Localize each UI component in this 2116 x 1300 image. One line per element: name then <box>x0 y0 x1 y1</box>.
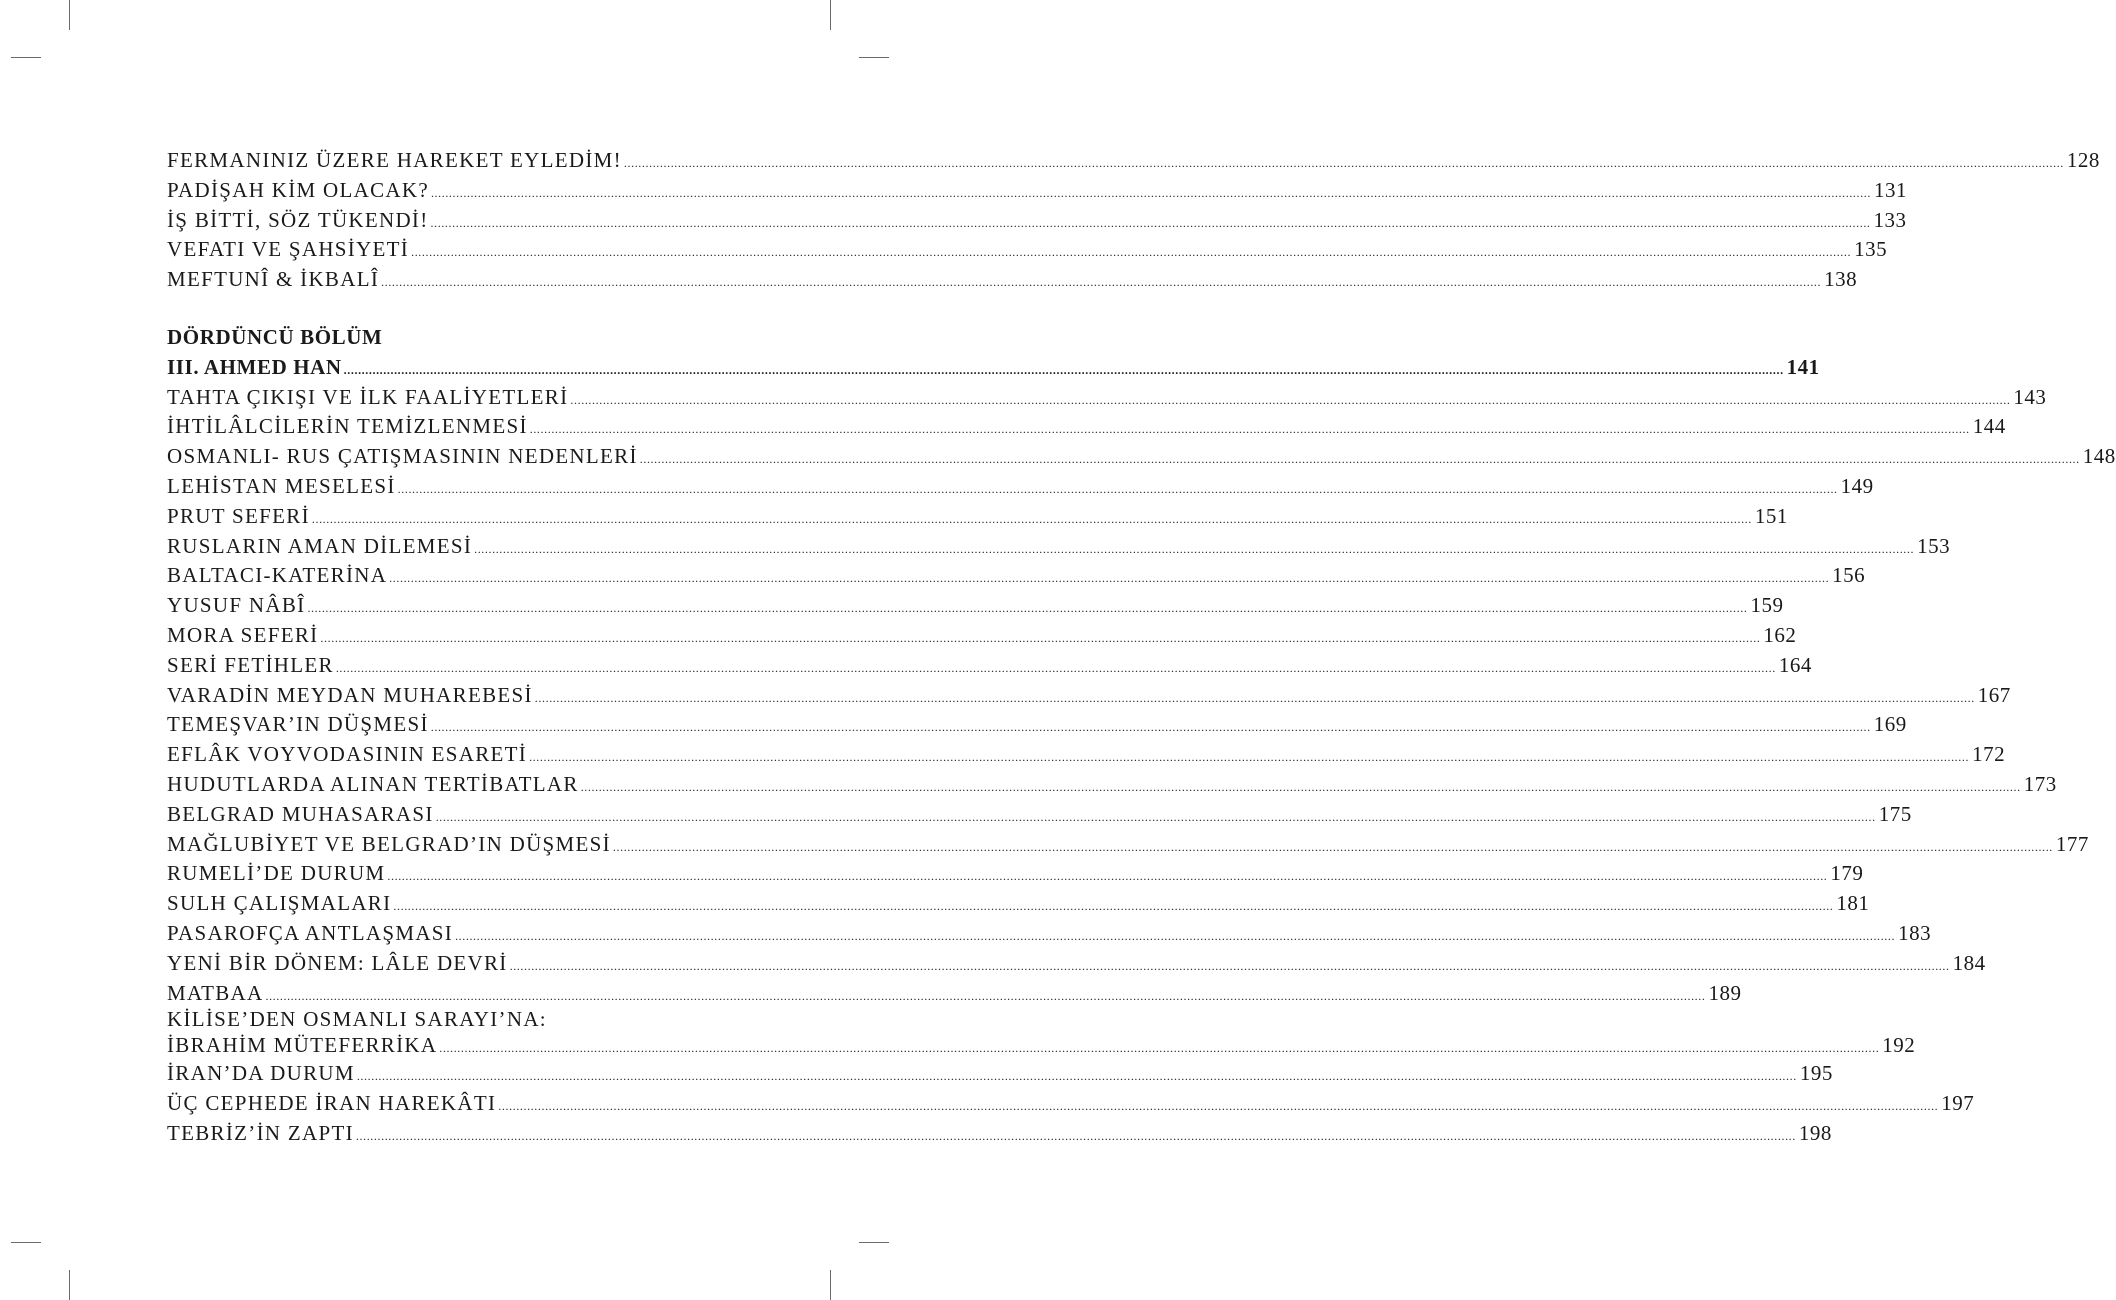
toc-entry-title: İŞ BİTTİ, SÖZ TÜKENDİ! <box>167 207 429 232</box>
toc-entry-page: 143 <box>2013 384 2047 409</box>
toc-entry-title: LEHİSTAN MESELESİ <box>167 473 396 498</box>
toc-entry-page: 149 <box>1840 473 1874 498</box>
toc-entry <box>167 532 1951 562</box>
toc-entry <box>167 383 2047 413</box>
toc-entry-title: SULH ÇALIŞMALARI <box>167 891 392 916</box>
dot-leader: ................................................................................................................................................................................................................................................................................................................................................................................................................ <box>411 245 1852 260</box>
toc-entry-page: 195 <box>1799 1061 1833 1086</box>
toc-entry-page: 172 <box>1972 742 2006 767</box>
toc-entry-title: RUMELİ’DE DURUM <box>167 861 386 886</box>
toc-entry-title: BALTACI-KATERİNA <box>167 563 388 588</box>
toc-entry <box>167 800 1912 830</box>
toc-entry-page: 128 <box>2066 148 2100 172</box>
toc-entry-title: PRUT SEFERİ <box>167 503 310 528</box>
dot-leader: ................................................................................................................................................................................................................................................................................................................................................................................................................ <box>455 928 1896 943</box>
dot-leader: ................................................................................................................................................................................................................................................................................................................................................................................................................ <box>356 1069 1797 1084</box>
dot-leader: ................................................................................................................................................................................................................................................................................................................................................................................................................ <box>381 275 1822 290</box>
toc-entry <box>167 1031 1916 1059</box>
toc-entry-page: 169 <box>1873 712 1907 737</box>
toc-entry-title: İHTİLÂLCİLERİN TEMİZLENMESİ <box>167 414 528 439</box>
toc-entry-title: YENİ BİR DÖNEM: LÂLE DEVRİ <box>167 950 508 975</box>
toc-entry-title: BELGRAD MUHASARASI <box>167 801 434 826</box>
toc-entry-title: İBRAHİM MÜTEFERRİKA <box>167 1033 438 1058</box>
toc-entry-page: 179 <box>1830 861 1864 886</box>
dot-leader: ................................................................................................................................................................................................................................................................................................................................................................................................................ <box>430 720 1871 735</box>
toc-entry-page: 159 <box>1750 593 1784 618</box>
toc-entry <box>167 830 2089 860</box>
dot-leader: ................................................................................................................................................................................................................................................................................................................................................................................................................ <box>389 571 1830 586</box>
toc-entry-title: VARADİN MEYDAN MUHAREBESİ <box>167 682 533 707</box>
toc-entry <box>167 265 1858 295</box>
crop-mark-top-right <box>830 0 831 30</box>
crop-mark-bottom-right <box>830 1270 831 1300</box>
toc-entry-page: 183 <box>1898 920 1932 945</box>
toc-entry-page: 144 <box>1972 414 2006 439</box>
dot-leader: ................................................................................................................................................................................................................................................................................................................................................................................................................ <box>335 660 1776 675</box>
toc-entry-page: 148 <box>2082 444 2116 469</box>
toc-entry-title: İRAN’DA DURUM <box>167 1061 355 1086</box>
dot-leader: ................................................................................................................................................................................................................................................................................................................................................................................................................ <box>307 601 1748 616</box>
toc-entry <box>167 740 2006 770</box>
toc-entry-title: YUSUF NÂBÎ <box>167 593 306 618</box>
dot-leader: ................................................................................................................................................................................................................................................................................................................................................................................................................ <box>498 1099 1939 1114</box>
toc-entry-page: 156 <box>1832 563 1866 588</box>
toc-entry-page: 141 <box>1786 354 1820 379</box>
toc-entry <box>167 561 1866 591</box>
dot-leader: ................................................................................................................................................................................................................................................................................................................................................................................................................ <box>529 750 1970 765</box>
toc-entry-title: III. AHMED HAN <box>167 354 342 379</box>
toc-entry-page: 184 <box>1952 950 1986 975</box>
dot-leader: ................................................................................................................................................................................................................................................................................................................................................................................................................ <box>439 1041 1880 1056</box>
toc-entry-title: RUSLARIN AMAN DİLEMESİ <box>167 533 473 558</box>
toc-entry-title: HUDUTLARDA ALINAN TERTİBATLAR <box>167 771 579 796</box>
crop-mark-top-left <box>69 0 70 30</box>
toc-entry-page: 138 <box>1824 267 1858 292</box>
toc-entry <box>167 1089 1975 1119</box>
toc-entry-title: FERMANINIZ ÜZERE HAREKET EYLEDİM! <box>167 148 622 172</box>
crop-mark-left-top <box>11 57 41 58</box>
toc-entry <box>167 591 1784 621</box>
toc-entry-page: 133 <box>1873 207 1907 232</box>
toc-entry-page: 153 <box>1917 533 1951 558</box>
toc-entry-title: PADİŞAH KİM OLACAK? <box>167 177 429 202</box>
crop-mark-right-top <box>859 57 889 58</box>
toc-entry-title: TEMEŞVAR’IN DÜŞMESİ <box>167 712 429 737</box>
toc-entry <box>167 651 1812 681</box>
toc-entry-title: VEFATI VE ŞAHSİYETİ <box>167 237 410 262</box>
toc-entry-page: 198 <box>1798 1120 1832 1145</box>
toc-entry-page: 175 <box>1878 801 1912 826</box>
dot-leader: ................................................................................................................................................................................................................................................................................................................................................................................................................ <box>570 392 2011 407</box>
toc-entry-page: 162 <box>1763 622 1797 647</box>
toc-entry <box>167 979 1742 1009</box>
section-heading: DÖRDÜNCÜ BÖLÜM <box>167 324 383 349</box>
toc-entry <box>167 710 1907 740</box>
toc-entry-title: PASAROFÇA ANTLAŞMASI <box>167 920 454 945</box>
dot-leader: ................................................................................................................................................................................................................................................................................................................................................................................................................ <box>580 779 2021 794</box>
toc-entry-page: 192 <box>1882 1033 1916 1058</box>
toc-entry <box>167 1059 1833 1089</box>
toc-entry <box>167 859 1864 889</box>
toc-entry-page: 173 <box>2023 771 2057 796</box>
toc-entry-title: MATBAA <box>167 980 264 1005</box>
toc-entry <box>167 889 1870 919</box>
dot-leader: ................................................................................................................................................................................................................................................................................................................................................................................................................ <box>355 1128 1796 1143</box>
dot-leader: ................................................................................................................................................................................................................................................................................................................................................................................................................ <box>265 988 1706 1003</box>
toc-entry <box>167 442 2116 472</box>
toc-entry-page: 177 <box>2055 831 2089 856</box>
toc-entry <box>167 146 2100 176</box>
toc-entry-title: ÜÇ CEPHEDE İRAN HAREKÂTI <box>167 1091 497 1116</box>
toc-entry <box>167 770 2057 800</box>
toc-entry-title-line1: KİLİSE’DEN OSMANLI SARAYI’NA: <box>167 1007 547 1032</box>
toc-entry-title: TEBRİZ’İN ZAPTI <box>167 1120 354 1145</box>
toc-entry-page: 181 <box>1836 891 1870 916</box>
dot-leader: ................................................................................................................................................................................................................................................................................................................................................................................................................ <box>430 215 1871 230</box>
toc-entry <box>167 1119 1832 1149</box>
toc-entry-page: 189 <box>1708 980 1742 1005</box>
dot-leader: ................................................................................................................................................................................................................................................................................................................................................................................................................ <box>529 422 1970 437</box>
crop-mark-left-bottom <box>11 1242 41 1243</box>
dot-leader: ................................................................................................................................................................................................................................................................................................................................................................................................................ <box>343 362 1784 377</box>
toc-entry-title: MAĞLUBİYET VE BELGRAD’IN DÜŞMESİ <box>167 831 611 856</box>
toc-entry <box>167 206 1907 236</box>
dot-leader: ................................................................................................................................................................................................................................................................................................................................................................................................................ <box>393 899 1834 914</box>
toc-entry-title: TAHTA ÇIKIŞI VE İLK FAALİYETLERİ <box>167 384 569 409</box>
toc-entry <box>167 353 1820 383</box>
toc-entry-title: OSMANLI- RUS ÇATIŞMASININ NEDENLERİ <box>167 444 638 469</box>
table-of-contents <box>167 146 2116 1149</box>
toc-entry <box>167 502 1788 532</box>
toc-entry <box>167 681 2011 711</box>
toc-entry-title: MORA SEFERİ <box>167 622 319 647</box>
dot-leader: ................................................................................................................................................................................................................................................................................................................................................................................................................ <box>534 690 1975 705</box>
toc-entry-page: 167 <box>1977 682 2011 707</box>
toc-entry-page: 164 <box>1778 652 1812 677</box>
toc-section <box>167 146 2100 295</box>
dot-leader: ................................................................................................................................................................................................................................................................................................................................................................................................................ <box>474 541 1915 556</box>
toc-entry-page: 197 <box>1941 1091 1975 1116</box>
toc-entry <box>167 621 1797 651</box>
toc-section <box>167 295 2116 1149</box>
toc-entry <box>167 176 1907 206</box>
dot-leader: ................................................................................................................................................................................................................................................................................................................................................................................................................ <box>311 511 1752 526</box>
toc-entry-page: 151 <box>1754 503 1788 528</box>
dot-leader: ................................................................................................................................................................................................................................................................................................................................................................................................................ <box>509 958 1950 973</box>
dot-leader: ................................................................................................................................................................................................................................................................................................................................................................................................................ <box>430 185 1871 200</box>
dot-leader: ................................................................................................................................................................................................................................................................................................................................................................................................................ <box>623 156 2064 170</box>
dot-leader: ................................................................................................................................................................................................................................................................................................................................................................................................................ <box>387 869 1828 884</box>
toc-entry-page: 131 <box>1873 177 1907 202</box>
dot-leader: ................................................................................................................................................................................................................................................................................................................................................................................................................ <box>612 839 2053 854</box>
dot-leader: ................................................................................................................................................................................................................................................................................................................................................................................................................ <box>639 452 2080 467</box>
toc-entry <box>167 235 1888 265</box>
toc-entry-title: MEFTUNÎ & İKBALÎ <box>167 267 380 292</box>
toc-entry-two-line <box>167 1007 1916 1059</box>
toc-entry-title: EFLÂK VOYVODASININ ESARETİ <box>167 742 528 767</box>
crop-mark-bottom-left <box>69 1270 70 1300</box>
crop-mark-right-bottom <box>859 1242 889 1243</box>
dot-leader: ................................................................................................................................................................................................................................................................................................................................................................................................................ <box>397 481 1838 496</box>
dot-leader: ................................................................................................................................................................................................................................................................................................................................................................................................................ <box>320 630 1761 645</box>
toc-entry <box>167 919 1932 949</box>
toc-entry-title: SERİ FETİHLER <box>167 652 334 677</box>
dot-leader: ................................................................................................................................................................................................................................................................................................................................................................................................................ <box>435 809 1876 824</box>
toc-entry <box>167 472 1874 502</box>
toc-entry <box>167 949 1986 979</box>
toc-entry <box>167 412 2006 442</box>
toc-entry-page: 135 <box>1854 237 1888 262</box>
